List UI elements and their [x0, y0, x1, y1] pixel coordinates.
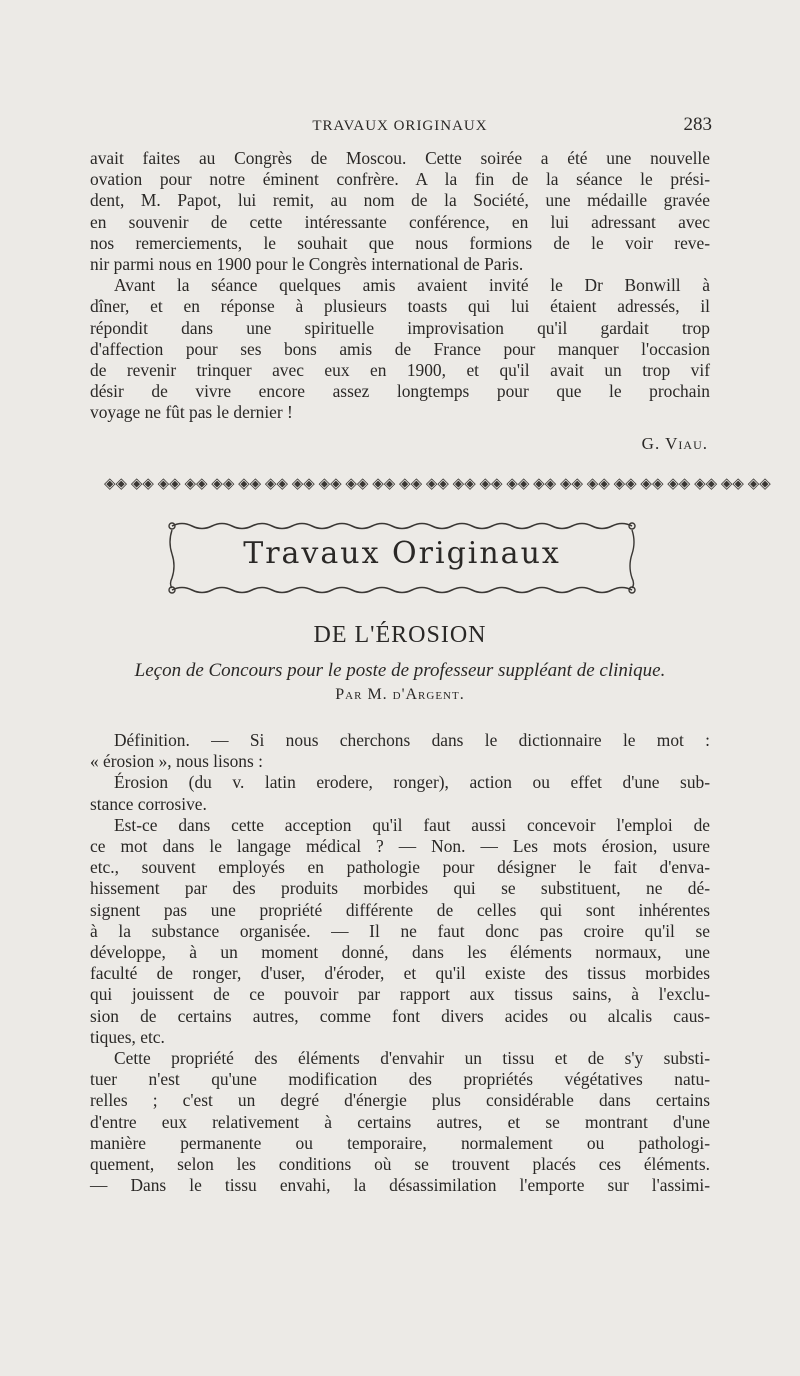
text-line: Est-ce dans cette acception qu'il faut aussi concevoir l'emploi de	[114, 814, 710, 835]
text-line: — Dans le tissu envahi, la désassimilation l'emporte sur l'assimi-	[90, 1175, 710, 1196]
text-line: signent pas une propriété différente de celles qui sont inhérentes	[90, 899, 710, 920]
text-line: quement, selon les conditions où se trouvent placés ces éléments.	[90, 1154, 710, 1175]
banner-title: Travaux Originaux	[243, 536, 561, 571]
text-line: Érosion (du v. latin erodere, ronger), action ou effet d'une sub-	[114, 772, 710, 793]
text-line: sion de certains autres, comme font divers acides ou alcalis caus-	[90, 1005, 710, 1026]
body-text-block	[90, 730, 710, 1196]
ornamental-divider: ◈◈ ◈◈ ◈◈ ◈◈ ◈◈ ◈◈ ◈◈ ◈◈ ◈◈ ◈◈ ◈◈ ◈◈ ◈◈ ◈◈ ◈◈ ◈◈ ◈◈ ◈◈ ◈◈ ◈◈ ◈◈ ◈◈ ◈◈ ◈◈ ◈◈	[104, 476, 771, 492]
text-line: d'entre eux relativement à certains autres, et se montrant d'une	[90, 1111, 710, 1132]
text-line: désir de vivre encore assez longtemps pour que le prochain	[90, 381, 710, 402]
text-line: Définition. — Si nous cherchons dans le dictionnaire le mot :	[114, 730, 710, 750]
text-line: ovation pour notre éminent confrère. A la fin de la séance le prési-	[90, 169, 710, 190]
text-line: ce mot dans le langage médical ? — Non. — Les mots érosion, usure	[90, 836, 710, 857]
text-line: stance corrosive.	[90, 793, 207, 814]
article-subtitle: Leçon de Concours pour le poste de professeur suppléant de clinique.	[134, 660, 666, 681]
text-line: à la substance organisée. — Il ne faut donc pas croire qu'il se	[90, 920, 710, 941]
text-line: qui jouissent de ce pouvoir par rapport aux tissus sains, à l'exclu-	[90, 984, 710, 1005]
article-author: Par M. d'Argent.	[335, 686, 465, 703]
text-line: manière permanente ou temporaire, normalement ou pathologi-	[90, 1132, 710, 1153]
text-line: en souvenir de cette intéressante conférence, en lui adressant avec	[90, 211, 710, 232]
running-head: TRAVAUX ORIGINAUX	[312, 118, 488, 134]
text-line: dîner, et en réponse à plusieurs toasts qui lui étaient adressés, il	[90, 296, 710, 317]
text-line: Avant la séance quelques amis avaient invité le Dr Bonwill à	[114, 275, 710, 296]
text-line: voyage ne fût pas le dernier !	[90, 402, 293, 423]
text-line: tiques, etc.	[90, 1026, 165, 1047]
signature: G. Viau.	[641, 434, 708, 453]
page-number: 283	[683, 114, 712, 135]
text-line: relles ; c'est un degré d'énergie plus considérable dans certains	[90, 1090, 710, 1111]
text-line: dent, M. Papot, lui remit, au nom de la Société, une médaille gravée	[90, 190, 710, 211]
text-line: nos remerciements, le souhait que nous formions de le voir reve-	[90, 232, 710, 253]
text-line: tuer n'est qu'une modification des propriétés végétatives natu-	[90, 1069, 710, 1090]
text-line: « érosion », nous lisons :	[90, 751, 263, 772]
text-line: répondit dans une spirituelle improvisation qu'il gardait trop	[90, 317, 710, 338]
text-line: Cette propriété des éléments d'envahir un tissu et de s'y substi-	[114, 1048, 710, 1069]
text-line: de revenir trinquer avec eux en 1900, et qu'il avait un trop vif	[90, 360, 710, 381]
top-text-block	[90, 148, 710, 424]
text-line: avait faites au Congrès de Moscou. Cette soirée a été une nouvelle	[90, 148, 710, 168]
text-line: hissement par des produits morbides qui se substituent, ne dé-	[90, 878, 710, 899]
text-line: d'affection pour ses bons amis de France pour manquer l'occasion	[90, 338, 710, 359]
text-line: développe, à un moment donné, dans les éléments normaux, une	[90, 942, 710, 963]
article-title: DE L'ÉROSION	[313, 622, 487, 648]
text-line: etc., souvent employés en pathologie pour désigner le fait d'enva-	[90, 857, 710, 878]
text-line: faculté de ronger, d'user, d'éroder, et qu'il existe des tissus morbides	[90, 963, 710, 984]
section-banner	[164, 518, 640, 598]
text-line: nir parmi nous en 1900 pour le Congrès international de Paris.	[90, 254, 524, 275]
